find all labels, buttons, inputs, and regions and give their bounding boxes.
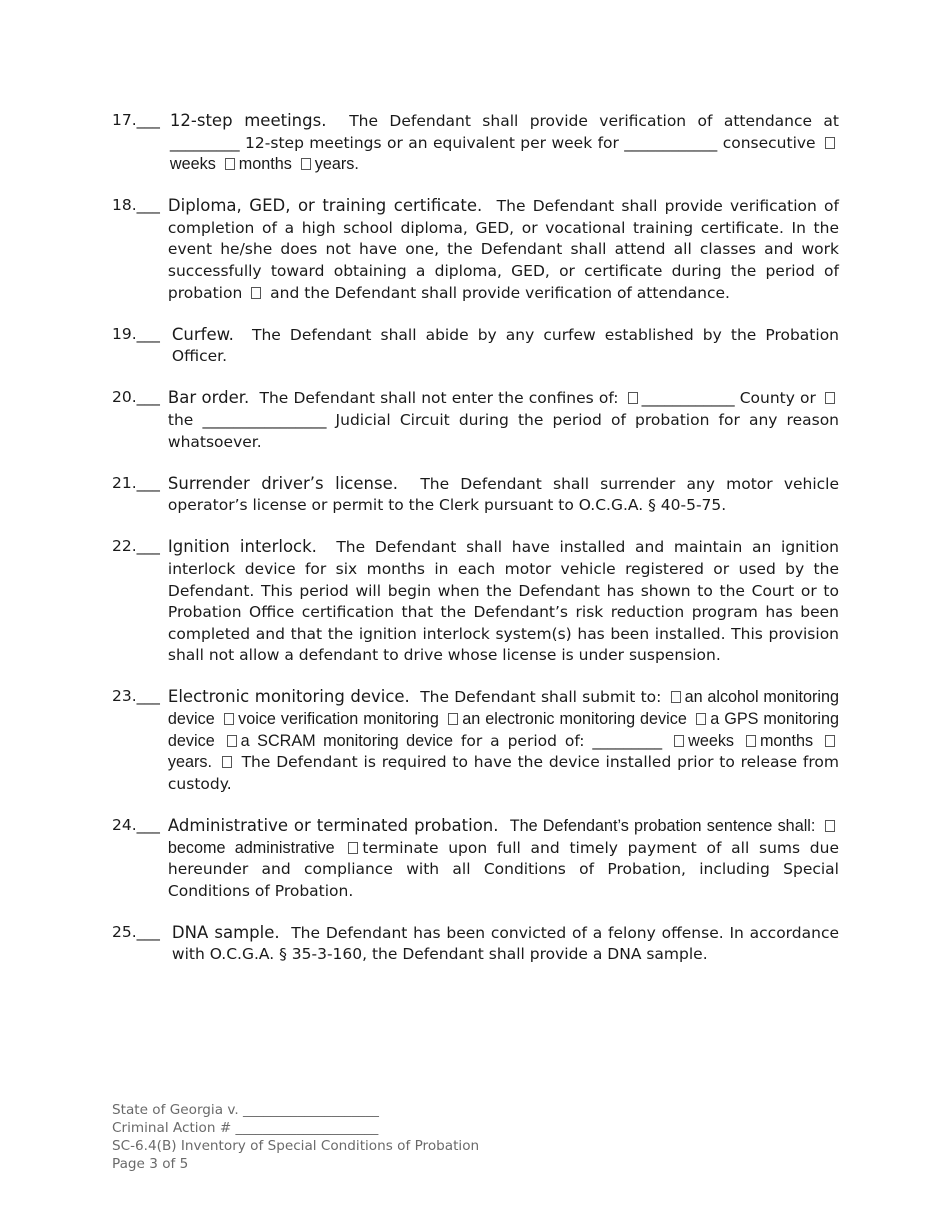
county-checkbox[interactable] [628, 392, 638, 404]
condition-heading: DNA sample. [171, 922, 280, 942]
condition-number: 20.___ [112, 388, 160, 407]
electronic-monitor-checkbox[interactable] [448, 713, 458, 725]
circuit-text: the ________________ Judicial Circuit during the period of probation for any reason whatsoever. [167, 411, 839, 451]
condition-number: 23.___ [112, 687, 160, 706]
condition-25 [112, 922, 839, 966]
condition-text: The Defendant shall provide verification of attendance at _________ 12-step meetings or an equivalent per week for ____________ consecutive [169, 112, 840, 152]
condition-number: 22.___ [112, 537, 160, 556]
condition-heading: 12-step meetings. [169, 111, 327, 130]
condition-heading: Surrender driver’s license. [167, 473, 398, 493]
condition-text: The Defendant shall submit to: [420, 688, 662, 707]
months-checkbox[interactable] [746, 735, 756, 747]
condition-22 [112, 536, 839, 667]
years-checkbox[interactable] [301, 158, 311, 170]
footer-form-title: SC-6.4(B) Inventory of Special Conditions of Probation [112, 1138, 480, 1154]
install-text: The Defendant is required to have the device installed prior to release from custody. [167, 753, 839, 793]
voice-verification-label: voice verification monitoring [238, 710, 439, 729]
condition-text: The Defendant shall have installed and maintain an ignition interlock device for six months in each motor vehicle registered or used by the Defendant. This period will begin when the Defendant has shown to the Court or to Probation Office certification that the Defendant’s risk reduction program has been completed and that the ignition interlock system(s) has been installed. This provision shall not allow a defendant to drive whose license is under suspension. [167, 538, 839, 665]
condition-heading: Diploma, GED, or training certificate. [167, 196, 483, 216]
condition-24 [112, 815, 839, 902]
condition-19 [112, 324, 839, 368]
weeks-label: weeks [169, 155, 216, 174]
condition-23 [112, 686, 839, 795]
condition-number: 21.___ [112, 473, 160, 492]
condition-text: The Defendant shall abide by any curfew established by the Probation Officer. [171, 325, 840, 366]
period-text: for a period of: _________ [460, 731, 663, 750]
voice-verification-checkbox[interactable] [224, 713, 234, 725]
condition-number: 17.___ [112, 111, 160, 129]
condition-heading: Bar order. [167, 388, 250, 408]
electronic-monitor-label: an electronic monitoring device [462, 710, 687, 729]
weeks-checkbox[interactable] [825, 137, 835, 149]
condition-number: 24.___ [112, 815, 160, 834]
judicial-circuit-checkbox[interactable] [825, 392, 835, 404]
years-checkbox[interactable] [825, 735, 835, 747]
condition-text-continued: and the Defendant shall provide verification of attendance. [270, 283, 730, 302]
conditions-list [112, 110, 839, 986]
footer-case-name: State of Georgia v. ____________________ [112, 1102, 379, 1118]
gps-monitor-label: a GPS monitoring device [167, 710, 839, 750]
condition-text: The Defendant shall not enter the confines of: [259, 389, 619, 408]
alcohol-monitor-checkbox[interactable] [671, 691, 681, 703]
years-label: years. [314, 155, 359, 174]
install-before-release-checkbox[interactable] [222, 756, 232, 768]
condition-number: 19.___ [112, 324, 160, 343]
terminate-checkbox[interactable] [348, 842, 358, 854]
condition-heading: Curfew. [171, 324, 234, 344]
alcohol-monitor-label: an alcohol monitoring device [167, 688, 839, 729]
months-checkbox[interactable] [225, 158, 235, 170]
condition-heading: Administrative or terminated probation. [167, 815, 499, 835]
years-label: years. [167, 753, 212, 772]
condition-17 [112, 110, 839, 176]
probation-period-checkbox[interactable] [251, 287, 261, 299]
condition-21 [112, 473, 839, 517]
months-label: months [759, 731, 814, 750]
footer-page-number: Page 3 of 5 [112, 1156, 189, 1172]
condition-text: The Defendant shall provide verification of completion of a high school diploma, GED, or vocational training certificate. In the event he/she does not have one, the Defendant shall attend all classes and work successfully toward obtaining a diploma, GED, or certificate during the period of probation [167, 197, 839, 302]
months-label: months [238, 155, 292, 174]
gps-monitor-checkbox[interactable] [696, 713, 706, 725]
weeks-label: weeks [688, 731, 735, 750]
weeks-checkbox[interactable] [674, 735, 684, 747]
footer-criminal-action: Criminal Action # _____________________ [112, 1120, 379, 1136]
condition-heading: Electronic monitoring device. [167, 687, 410, 707]
administrative-checkbox[interactable] [825, 820, 835, 832]
condition-text: The Defendant has been convicted of a felony offense. In accordance with O.C.G.A. § 35-3-160, the Defendant shall provide a DNA sample. [171, 923, 840, 964]
condition-18 [112, 195, 839, 304]
condition-number: 25.___ [112, 922, 160, 941]
terminate-label: terminate upon full and timely payment of all sums due hereunder and compliance with all Conditions of Probation, including Special Conditions of Probation. [167, 838, 839, 900]
condition-heading: Ignition interlock. [167, 537, 317, 557]
page-footer [112, 1101, 479, 1173]
county-text: ____________ County or [641, 389, 816, 408]
condition-20 [112, 387, 839, 453]
condition-number: 18.___ [112, 196, 160, 215]
condition-text: The Defendant’s probation sentence shall: [509, 816, 816, 835]
condition-text: The Defendant shall surrender any motor vehicle operator’s license or permit to the Clerk pursuant to O.C.G.A. § 40-5-75. [167, 474, 840, 515]
scram-monitor-label: a SCRAM monitoring device [240, 731, 453, 750]
administrative-label: become administrative [167, 838, 335, 857]
scram-monitor-checkbox[interactable] [227, 735, 237, 747]
